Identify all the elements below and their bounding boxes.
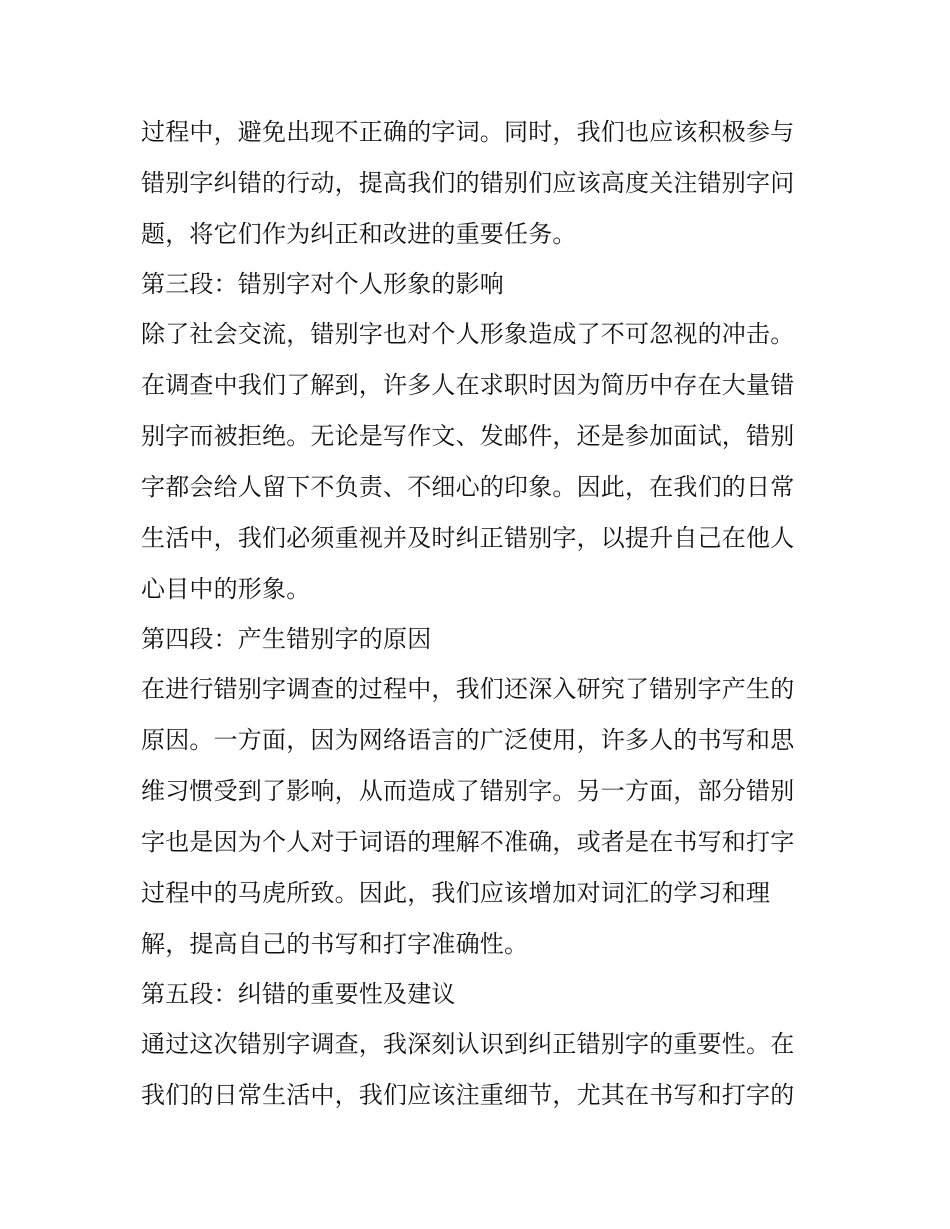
paragraph-line: 过程中，避免出现不正确的字词。同时，我们也应该积极参与: [141, 118, 795, 146]
paragraph-line: 我们的日常生活中，我们应该注重细节，尤其在书写和打字的: [141, 1081, 795, 1109]
section-heading: 第三段：错别字对个人形象的影响: [141, 270, 504, 298]
document-body: [141, 107, 821, 1121]
paragraph-line: 过程中的马虎所致。因此，我们应该增加对词汇的学习和理: [141, 879, 771, 907]
paragraph-line: 除了社会交流，错别字也对个人形象造成了不可忽视的冲击。: [141, 320, 795, 348]
paragraph-line: 别字而被拒绝。无论是写作文、发邮件，还是参加面试，错别: [141, 422, 795, 450]
paragraph-line: 生活中，我们必须重视并及时纠正错别字，以提升自己在他人: [141, 524, 795, 552]
paragraph-line: 原因。一方面，因为网络语言的广泛使用，许多人的书写和思: [141, 726, 795, 754]
section-heading: 第四段：产生错别字的原因: [141, 625, 432, 653]
paragraph-line: 题，将它们作为纠正和改进的重要任务。: [141, 220, 577, 248]
paragraph-line: 字都会给人留下不负责、不细心的印象。因此，在我们的日常: [141, 473, 795, 501]
paragraph-line: 维习惯受到了影响，从而造成了错别字。另一方面，部分错别: [141, 777, 795, 805]
paragraph-line: 在进行错别字调查的过程中，我们还深入研究了错别字产生的: [141, 675, 795, 703]
paragraph-line: 通过这次错别字调查，我深刻认识到纠正错别字的重要性。在: [141, 1030, 795, 1058]
paragraph-line: 字也是因为个人对于词语的理解不准确，或者是在书写和打字: [141, 828, 795, 856]
paragraph-line: 心目中的形象。: [141, 575, 311, 603]
paragraph-line: 在调查中我们了解到，许多人在求职时因为简历中存在大量错: [141, 371, 795, 399]
paragraph-line: 错别字纠错的行动，提高我们的错别们应该高度关注错别字问: [141, 169, 795, 197]
paragraph-line: 解，提高自己的书写和打字准确性。: [141, 930, 529, 958]
section-heading: 第五段：纠错的重要性及建议: [141, 980, 456, 1008]
